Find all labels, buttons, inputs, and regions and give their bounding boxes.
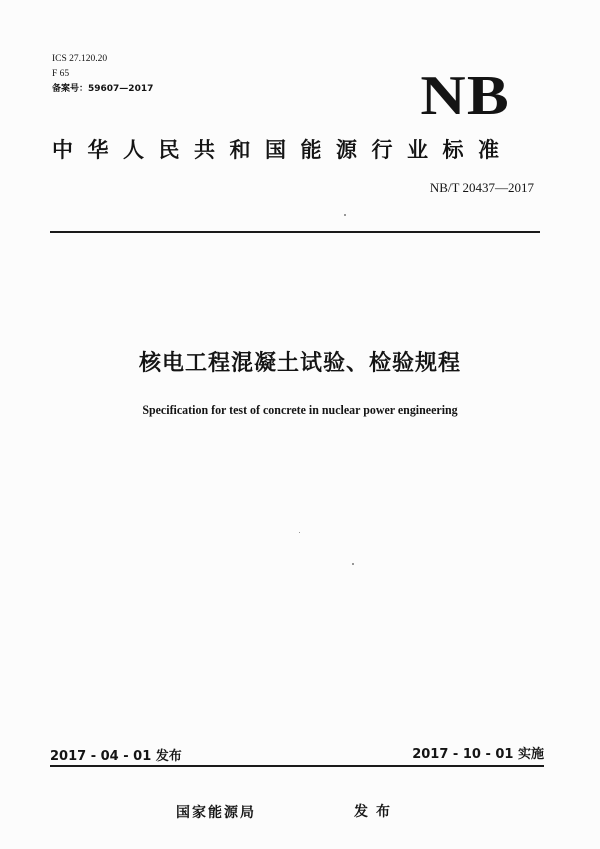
issuing-authority: 国家能源局	[176, 805, 256, 821]
filing-number: 备案号：59607—2017	[52, 84, 154, 94]
document-title-chinese: 核电工程混凝土试验、检验规程	[138, 351, 461, 376]
standard-number: NB/T 20437—2017	[429, 180, 534, 195]
industry-standard-heading: 中华人民共和国能源行业标准	[52, 138, 514, 162]
nb-logo: NB	[420, 65, 510, 127]
header-divider	[50, 231, 540, 233]
publish-label: 发布	[354, 804, 398, 820]
document-title-english: Specification for test of concrete in nuclear power engineering	[142, 402, 458, 417]
scan-speck	[344, 214, 346, 216]
issue-date: 2017 - 04 - 01 发布	[50, 749, 182, 764]
ics-code: ICS 27.120.20	[52, 54, 108, 64]
footer-divider	[50, 765, 544, 767]
scan-speck	[299, 532, 300, 533]
effective-date: 2017 - 10 - 01 实施	[412, 747, 544, 762]
classification-codes	[52, 52, 153, 97]
class-code: F 65	[52, 69, 70, 79]
scan-speck	[352, 563, 354, 565]
